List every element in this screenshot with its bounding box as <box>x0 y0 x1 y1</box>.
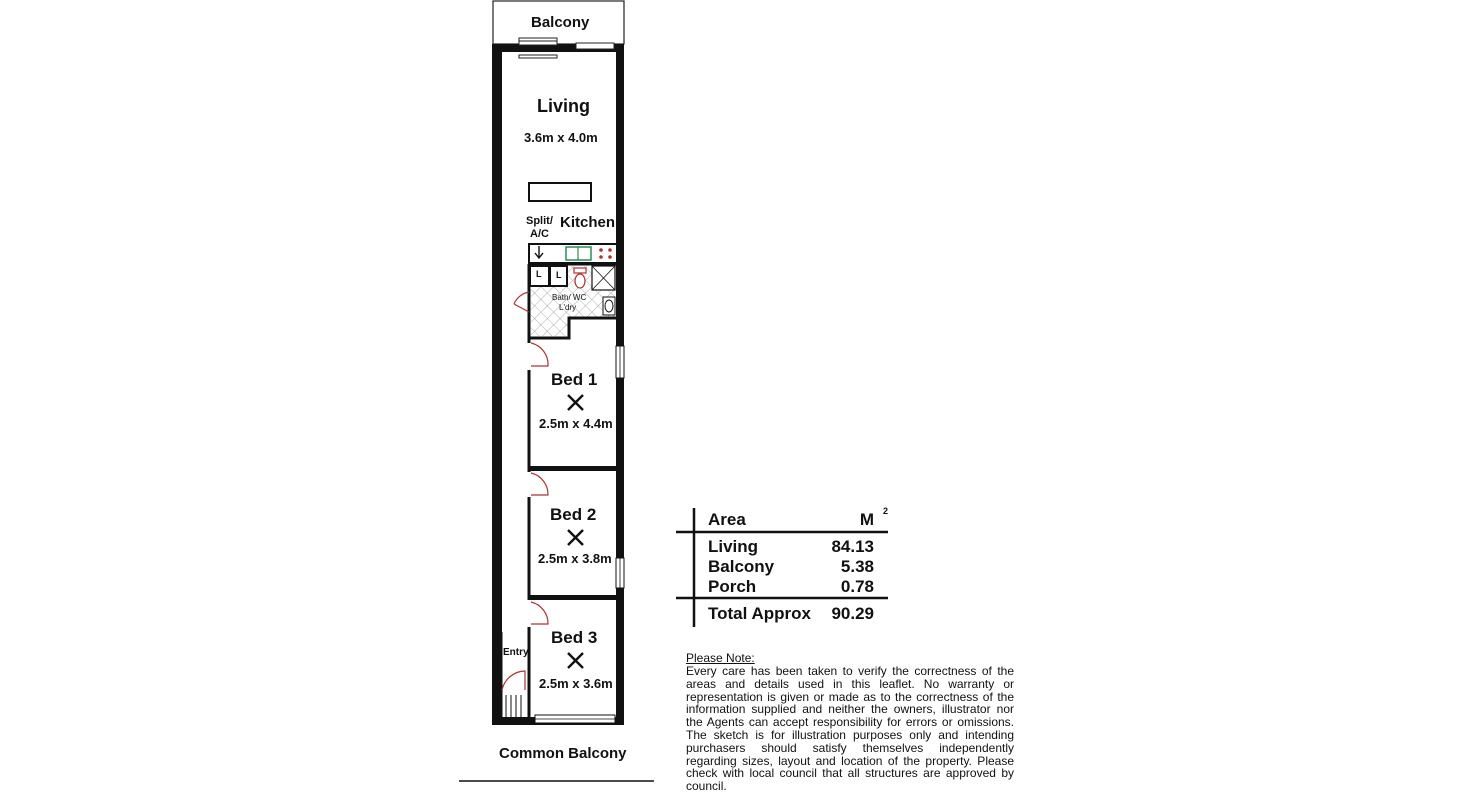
kitchen-label: Kitchen <box>560 214 616 231</box>
area-unit: M <box>859 510 874 529</box>
entry-door <box>502 671 525 690</box>
area-row-label: Balcony <box>708 557 775 576</box>
linen-label-1: L <box>536 269 542 279</box>
bath-label-2: L'dry <box>559 303 577 312</box>
area-total-label: Total Approx <box>708 604 811 623</box>
common-balcony-label: Common Balcony <box>499 745 627 762</box>
entry-steps <box>506 695 521 717</box>
bed3-door <box>531 602 548 624</box>
split-ac-label-1: Split/ <box>526 215 553 227</box>
bed2-label: Bed 2 <box>550 505 597 524</box>
area-header-label: Area <box>708 510 746 529</box>
note-body: Every care has been taken to verify the correctness of the areas and details used in this leaflet. No warranty or representation is given or made as to the correctness of the information supplied and neither the owners, illustrator nor the Agents can accept responsibility for errors or omissions. The sketch is for illustration purposes only and intending purchasers should satisfy themselves independently regarding sizes, layout and location of the property. Please check with local council that all structures are approved by council. <box>686 664 1014 793</box>
bed1-size: 2.5m x 4.4m <box>539 416 613 431</box>
bed1-bed2-wall <box>529 466 617 471</box>
bed2-bed3-wall <box>529 595 617 600</box>
toilet-icon <box>574 268 586 288</box>
kitchen-island <box>529 183 591 201</box>
balcony-label: Balcony <box>531 14 590 31</box>
shower-icon <box>592 266 615 290</box>
bed1-label: Bed 1 <box>551 370 598 389</box>
living-size: 3.6m x 4.0m <box>524 130 598 145</box>
area-unit-superscript: 2 <box>882 506 888 516</box>
ceiling-fan-icon <box>568 395 583 410</box>
area-row-value: 84.13 <box>831 537 874 556</box>
area-row-label: Porch <box>708 577 757 596</box>
area-table <box>676 506 888 628</box>
area-total-value: 90.29 <box>831 604 874 623</box>
bed2-size: 2.5m x 3.8m <box>538 551 612 566</box>
bed1-door <box>531 343 548 366</box>
outer-wall-left <box>492 44 502 725</box>
note-heading: Please Note: <box>686 651 755 665</box>
ceiling-fan-icon <box>568 653 583 668</box>
bed3-label: Bed 3 <box>551 628 598 647</box>
basin-icon <box>603 297 615 315</box>
bed3-size: 2.5m x 3.6m <box>539 676 613 691</box>
entry-label: Entry <box>503 647 529 658</box>
bathroom-door <box>514 292 529 312</box>
bath-label-1: Bath/ WC <box>552 293 587 302</box>
area-row-value: 0.78 <box>840 577 874 596</box>
linen-label-2: L <box>556 270 562 280</box>
split-ac-label-2: A/C <box>530 228 549 240</box>
area-header-unit <box>860 510 874 530</box>
ceiling-fan-icon <box>568 530 583 545</box>
area-row-value: 5.38 <box>840 557 874 576</box>
living-label: Living <box>537 96 590 116</box>
bed2-door <box>531 473 548 495</box>
area-row-label: Living <box>708 537 759 556</box>
outer-wall-right <box>616 44 624 725</box>
